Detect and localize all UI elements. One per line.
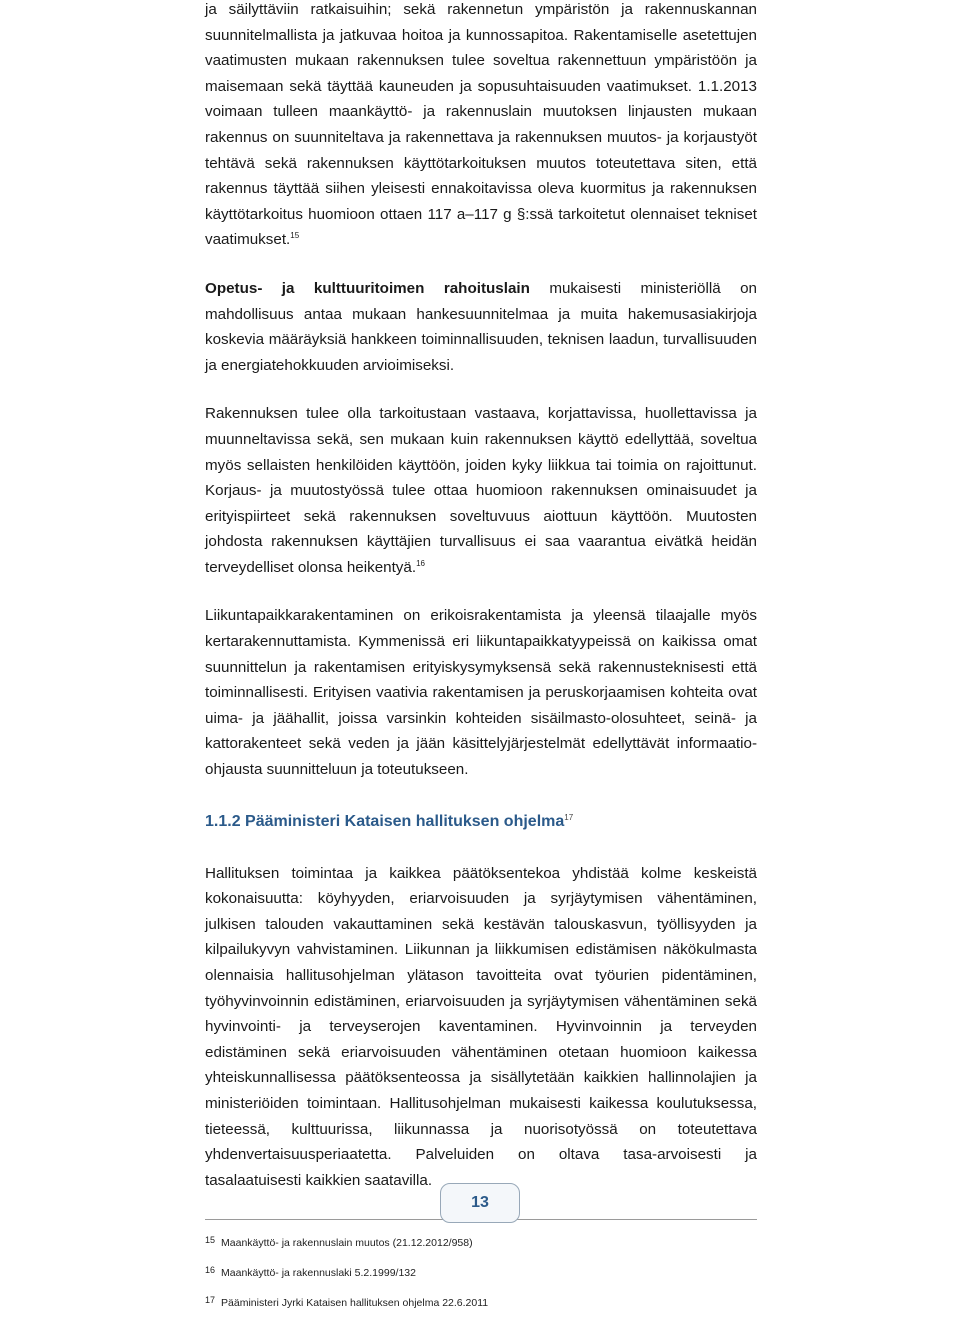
footnote-16	[205, 1262, 757, 1281]
paragraph-sports-facilities	[205, 603, 757, 782]
footnotes	[205, 1232, 757, 1311]
section-heading	[205, 810, 757, 834]
footnote-ref-17[interactable]: 17	[564, 812, 574, 822]
footnote-text: Maankäyttö- ja rakennuslaki 5.2.1999/132	[221, 1267, 416, 1280]
footnote-text: Maankäyttö- ja rakennuslain muutos (21.12.2012/958)	[221, 1237, 473, 1250]
section-heading-text: 1.1.2 Pääministeri Kataisen hallituksen ohjelma	[205, 812, 565, 830]
footnote-number: 15	[205, 1235, 216, 1246]
footnote-number: 17	[205, 1295, 216, 1306]
page-number-badge	[440, 1183, 520, 1223]
footnote-text: Pääministeri Jyrki Kataisen hallituksen ohjelma 22.6.2011	[221, 1297, 489, 1310]
paragraph-text: Hallituksen toimintaa ja kaikkea päätöksentekoa yhdistää kolme keskeistä kokonaisuutta: köyhyyden, eriarvoisuuden ja syrjäytymisen vähentäminen, julkisen talouden vakauttaminen sekä kestävän talouskasvun, työllisyyden ja kilpailukyvyn vahvistaminen. Liikunnan ja liikkumisen edistämisen näkökulmasta olennaisia hallitusohjelman ylätason tavoitteita ovat työurien pidentäminen, työhyvinvoinnin edistäminen, eriarvoisuuden ja syrjäytymisen vähentäminen sekä hyvinvointi- ja terveyserojen kaventaminen. Hyvinvoinnin ja terveyden edistäminen sekä eriarvoisuuden vähentäminen otetaan huomioon kaikessa yhteiskunnallisessa päätöksenteossa ja sisällytetään kaikkien hallinnolajien ja ministeriöiden toimintaan. Hallitusohjelman mukaisesti kaikessa koulutuksessa, tieteessä, kulttuurissa, liikunnassa ja nuorisotyössä on toteutettava yhdenvertaisuusperiaatetta. Palveluiden on oltava tasa-arvoisesti ja tasalaatuisesti kaikkien saatavilla.	[205, 864, 757, 1189]
paragraph-text: ja säilyttäviin ratkaisuihin; sekä rakennetun ympäristön ja rakennuskannan suunnitelmallista ja jatkuvaa hoitoa ja kunnossapitoa. Rakentamiselle asetettujen vaatimusten mukaan rakennuksen tulee soveltua rakennettuun ympäristöön ja maisemaan sekä täyttää kauneuden ja sopusuhtaisuuden vaatimukset. 1.1.2013 voimaan tulleen maankäyttö- ja rakennuslain muutoksen linjausten mukaan rakennus on suunniteltava ja rakennettava ja rakennuksen muutos- ja korjaustyöt tehtävä sekä rakennuksen käyttötarkoituksen muutos toteutettava siten, että rakennus täyttää siihen yleisesti ennakoitavissa oleva kuormitus ja rakennuksen käyttötarkoitus huomioon ottaen 117 a–117 g §:ssä tarkoitetut olennaiset tekniset vaatimukset.	[205, 1, 757, 249]
paragraph-building-requirements	[205, 0, 757, 253]
paragraph-text: Rakennuksen tulee olla tarkoitustaan vastaava, korjattavissa, huollettavissa ja muunneltavissa sekä, sen mukaan kuin rakennuksen käyttö edellyttää, soveltua myös sellaisten henkilöiden käyttöön, joiden kyky liikkua tai toimia on rajoittunut. Korjaus- ja muutostyössä tulee ottaa huomioon rakennuksen ominaisuudet ja erityispiirteet sekä rakennuksen soveltuvuus aiottuun käyttöön. Muutosten johdosta rakennuksen käyttäjien turvallisuus ei saa vaarantua eivätkä heidän terveydelliset olonsa heikentyä.	[205, 405, 757, 576]
footnote-number: 16	[205, 1265, 216, 1276]
paragraph-government-program	[205, 861, 757, 1194]
footnote-17	[205, 1292, 757, 1311]
footnote-ref-16[interactable]: 16	[416, 558, 425, 568]
footnote-15	[205, 1232, 757, 1251]
footnote-ref-15[interactable]: 15	[290, 231, 300, 241]
paragraph-text: Liikuntapaikkarakentaminen on erikoisrakentamista ja yleensä tilaajalle myös kertarakennuttamista. Kymmenissä eri liikuntapaikkatyypeissä on kaikissa omat suunnittelun ja rakentamisen erityiskysymyksensä sekä rakennusteknisesti että toiminnallisesti. Erityisen vaativia rakentamisen ja peruskorjaamisen kohteita ovat uima- ja jäähallit, joissa varsinkin kohteiden sisäilmasto-olosuhteet, seinä- ja kattorakenteet sekä veden ja jään käsittelyjärjestelmät edellyttävät informaatio-ohjausta suunnitteluun ja toteutukseen.	[205, 607, 757, 779]
paragraph-accessibility	[205, 401, 757, 580]
paragraph-funding-law	[205, 276, 757, 378]
page-number: 13	[471, 1194, 489, 1211]
law-name: Opetus- ja kulttuuritoimen rahoituslain	[205, 279, 530, 297]
body-text	[205, 0, 757, 1322]
paragraph-text: mukaisesti ministeriöllä on mahdollisuus antaa mukaan hankesuunnitelmaa ja muita hakemusasiakirjoja koskevia määräyksiä hankkeen toiminnallisuuden, teknisen laadun, turvallisuuden ja energiatehokkuuden arvioimiseksi.	[205, 279, 757, 374]
